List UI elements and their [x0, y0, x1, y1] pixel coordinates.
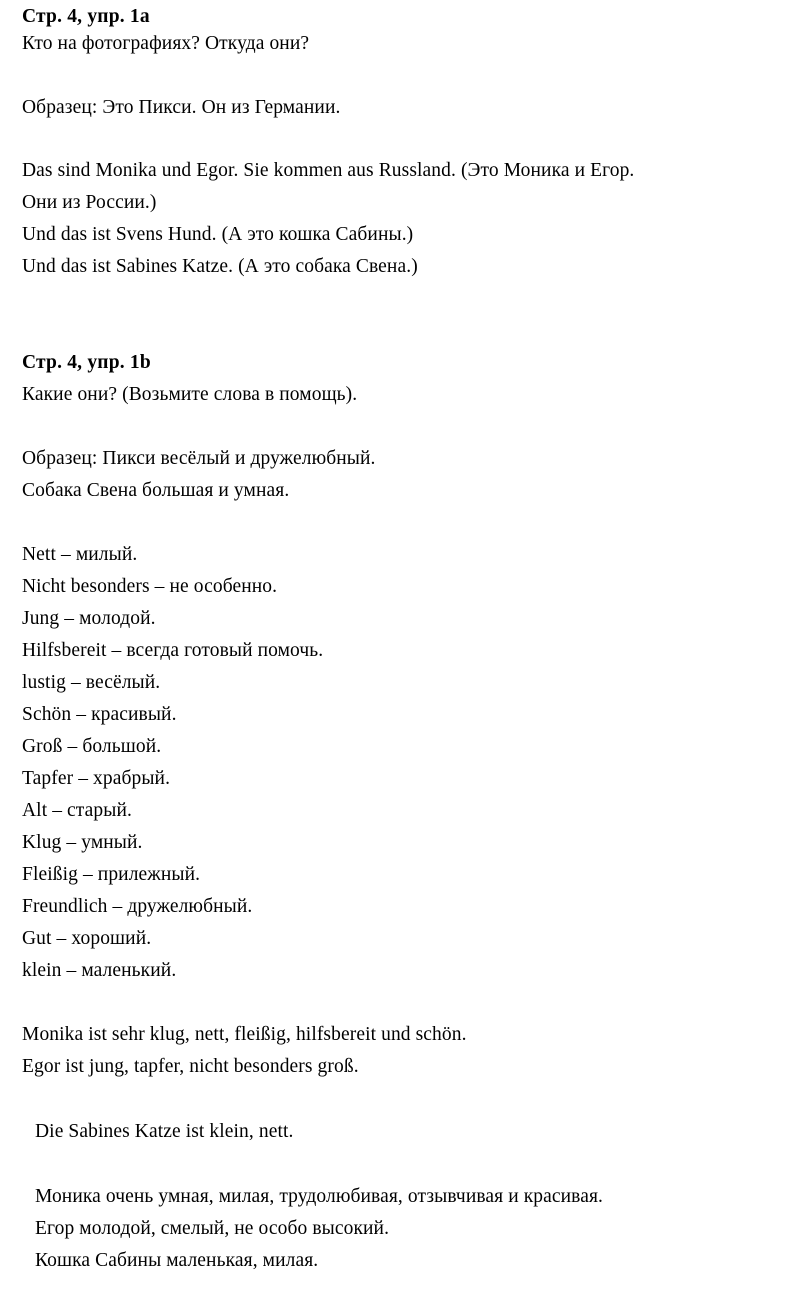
vocabulary-german: klein	[22, 960, 62, 981]
russian-translation-line: Кошка Сабины маленькая, милая.	[35, 1250, 319, 1271]
vocabulary-german: Schön	[22, 704, 72, 725]
vocabulary-german: Jung	[22, 608, 60, 629]
vocabulary-german: Freundlich	[22, 896, 108, 917]
vocabulary-entry	[22, 608, 156, 630]
vocabulary-russian: прилежный.	[97, 864, 201, 885]
vocabulary-separator: –	[67, 736, 78, 757]
vocabulary-entry	[22, 576, 277, 598]
vocabulary-entry	[22, 704, 177, 726]
vocabulary-german: Tapfer	[22, 768, 74, 789]
german-answer-line: Egor ist jung, tapfer, nicht besonders groß.	[22, 1056, 359, 1077]
exercise-1a-answer-line: Das sind Monika und Egor. Sie kommen aus Russland. (Это Моника и Егор.	[22, 160, 635, 181]
vocabulary-russian: маленький.	[81, 960, 177, 981]
vocabulary-german: Fleißig	[22, 864, 78, 885]
vocabulary-russian: не особенно.	[169, 576, 278, 597]
vocabulary-russian: дружелюбный.	[127, 896, 253, 917]
vocabulary-entry	[22, 544, 137, 566]
exercise-1a-prompt: Кто на фотографиях? Откуда они?	[22, 33, 310, 54]
vocabulary-separator: –	[64, 608, 75, 629]
vocabulary-russian: весёлый.	[85, 672, 161, 693]
exercise-1b-heading: Стр. 4, упр. 1b	[22, 352, 151, 373]
vocabulary-separator: –	[112, 896, 123, 917]
vocabulary-separator: –	[154, 576, 165, 597]
vocabulary-russian: молодой.	[79, 608, 156, 629]
vocabulary-entry	[22, 896, 252, 918]
exercise-1a-answer-line: Und das ist Sabines Katze. (А это собака Свена.)	[22, 256, 418, 277]
german-answer-line: Monika ist sehr klug, nett, fleißig, hilfsbereit und schön.	[22, 1024, 467, 1045]
vocabulary-russian: старый.	[67, 800, 132, 821]
vocabulary-separator: –	[52, 800, 63, 821]
exercise-1a-answer-line: Они из России.)	[22, 192, 157, 213]
exercise-1a-heading: Стр. 4, упр. 1a	[22, 6, 150, 27]
vocabulary-russian: хороший.	[71, 928, 152, 949]
vocabulary-russian: красивый.	[91, 704, 177, 725]
vocabulary-german: Klug	[22, 832, 62, 853]
vocabulary-entry	[22, 736, 161, 758]
vocabulary-entry	[22, 800, 132, 822]
russian-translation-line: Моника очень умная, милая, трудолюбивая, отзывчивая и красивая.	[35, 1186, 604, 1207]
vocabulary-entry	[22, 672, 160, 694]
vocabulary-separator: –	[66, 960, 77, 981]
vocabulary-german: Alt	[22, 800, 48, 821]
vocabulary-german: Nett	[22, 544, 56, 565]
vocabulary-entry	[22, 864, 200, 886]
vocabulary-entry	[22, 768, 170, 790]
vocabulary-russian: милый.	[75, 544, 138, 565]
vocabulary-separator: –	[76, 704, 87, 725]
vocabulary-german: lustig	[22, 672, 66, 693]
vocabulary-separator: –	[111, 640, 122, 661]
vocabulary-entry	[22, 928, 151, 950]
vocabulary-separator: –	[60, 544, 71, 565]
vocabulary-russian: большой.	[82, 736, 162, 757]
russian-translation-line: Егор молодой, смелый, не особо высокий.	[35, 1218, 390, 1239]
vocabulary-russian: умный.	[81, 832, 143, 853]
german-answer-line-indented: Die Sabines Katze ist klein, nett.	[35, 1121, 294, 1142]
exercise-1a-example: Образец: Это Пикси. Он из Германии.	[22, 97, 341, 118]
exercise-1b-example: Образец: Пикси весёлый и дружелюбный.	[22, 448, 376, 469]
vocabulary-entry	[22, 640, 323, 662]
vocabulary-separator: –	[78, 768, 89, 789]
vocabulary-german: Hilfsbereit	[22, 640, 107, 661]
exercise-1a-answer-line: Und das ist Svens Hund. (А это кошка Сабины.)	[22, 224, 414, 245]
vocabulary-russian: храбрый.	[93, 768, 171, 789]
vocabulary-separator: –	[56, 928, 67, 949]
vocabulary-separator: –	[70, 672, 81, 693]
exercise-1b-prompt: Какие они? (Возьмите слова в помощь).	[22, 384, 358, 405]
vocabulary-russian: всегда готовый помочь.	[126, 640, 324, 661]
vocabulary-entry	[22, 960, 176, 982]
vocabulary-german: Gut	[22, 928, 52, 949]
vocabulary-german: Nicht besonders	[22, 576, 150, 597]
vocabulary-entry	[22, 832, 143, 854]
vocabulary-separator: –	[66, 832, 77, 853]
vocabulary-german: Groß	[22, 736, 63, 757]
vocabulary-separator: –	[82, 864, 93, 885]
exercise-1b-example: Собака Свена большая и умная.	[22, 480, 290, 501]
